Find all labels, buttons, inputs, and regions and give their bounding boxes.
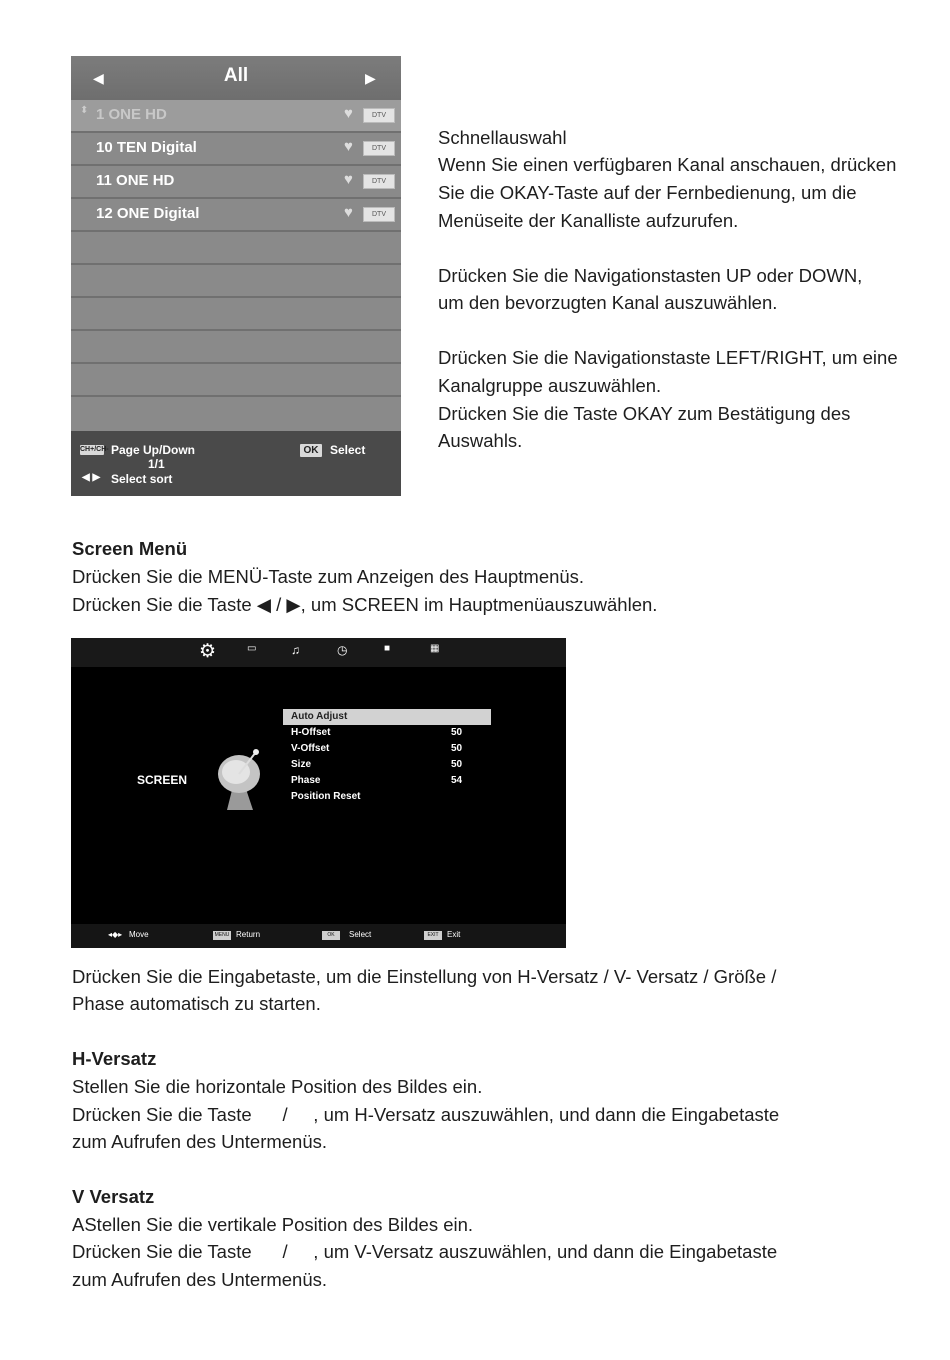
menu-item-phase[interactable]: Phase 54 [291, 775, 463, 786]
right-arrow-icon: ▶ [365, 70, 376, 86]
channel-name: 1 ONE HD [96, 106, 167, 123]
grid-icon: ▦ [430, 643, 440, 654]
dtv-badge: DTV [363, 174, 395, 189]
paragraph-line: Sie die OKAY-Taste auf der Fernbedienung, um die [438, 182, 857, 203]
channel-name: 11 ONE HD [96, 172, 175, 189]
menu-icon-bar [71, 638, 566, 667]
phase-value: 54 [451, 775, 463, 786]
exit-label: Exit [447, 930, 461, 939]
screen-menu-heading: Screen Menü [72, 538, 188, 559]
select-sort-label: Select sort [111, 472, 173, 486]
paragraph-line: Drücken Sie die Taste / , um H-Versatz auszuwählen, und dann die Eingabetaste [72, 1104, 780, 1125]
gear-icon: ⚙ [199, 641, 217, 662]
select-label: Select [349, 930, 372, 939]
paragraph-line: zum Aufrufen des Untermenüs. [72, 1269, 328, 1290]
h-offset-heading: H-Versatz [72, 1048, 157, 1069]
menu-bottom-bar [71, 924, 566, 948]
size-value: 50 [451, 759, 463, 770]
paragraph-line: Drücken Sie die Navigationstaste LEFT/RIGHT, um eine [438, 347, 898, 368]
menu-item-size[interactable]: Size 50 [291, 759, 463, 770]
menu-item-h-offset[interactable]: H-Offset 50 [291, 727, 463, 738]
select-label: Select [330, 443, 366, 457]
page-updown-label: Page Up/Down [111, 443, 196, 457]
paragraph-line: um den bevorzugten Kanal auszuwählen. [438, 292, 778, 313]
channel-name: 10 TEN Digital [96, 139, 197, 156]
paragraph-line: Drücken Sie die Navigationstasten UP oder DOWN, [438, 265, 863, 286]
paragraph-line: AStellen Sie die vertikale Position des Bildes ein. [72, 1214, 474, 1235]
channel-row [71, 199, 401, 232]
left-arrow-icon: ◀ [93, 70, 104, 86]
channel-row [71, 100, 401, 133]
v-offset-heading: V Versatz [72, 1186, 155, 1207]
paragraph-line: Drücken Sie die Taste / , um V-Versatz auszuwählen, und dann die Eingabetaste [72, 1241, 778, 1262]
dtv-badge: DTV [363, 141, 395, 156]
paragraph-line: Phase automatisch zu starten. [72, 993, 321, 1014]
ok-key-icon: OK [300, 444, 322, 457]
empty-row [71, 364, 401, 397]
satellite-dish-icon [209, 746, 269, 812]
screen-label: SCREEN [137, 773, 188, 787]
exit-key-icon: EXIT [424, 931, 442, 940]
ch-key-icon: CH+/CH- [80, 446, 109, 453]
paragraph-line: Wenn Sie einen verfügbaren Kanal anschauen, drücken [438, 154, 897, 175]
heart-icon: ♥ [344, 138, 353, 155]
dtv-badge: DTV [363, 108, 395, 123]
paragraph-line: Drücken Sie die Eingabetaste, um die Einstellung von H-Versatz / V- Versatz / Größe / [72, 966, 777, 987]
dtv-badge: DTV [363, 207, 395, 222]
paragraph-line: Menüseite der Kanalliste aufzurufen. [438, 210, 739, 231]
screen-menu-screenshot [71, 638, 566, 948]
page-count: 1/1 [148, 457, 165, 471]
empty-row [71, 331, 401, 364]
lock-icon: ■ [384, 643, 391, 654]
clock-icon: ◷ [337, 643, 348, 657]
paragraph-line: Kanalgruppe auszuwählen. [438, 375, 662, 396]
paragraph-line: Drücken Sie die MENÜ-Taste zum Anzeigen des Hauptmenüs. [72, 566, 585, 587]
paragraph-line: zum Aufrufen des Untermenüs. [72, 1131, 328, 1152]
empty-row [71, 397, 401, 429]
empty-row [71, 232, 401, 265]
music-icon: ♫ [291, 643, 300, 657]
move-label: Move [129, 930, 149, 939]
h-offset-value: 50 [451, 727, 463, 738]
updown-icon: ⬍ [80, 105, 89, 116]
channel-row [71, 133, 401, 166]
monitor-icon: ▭ [247, 643, 257, 654]
left-right-arrows-icon: ◀ ▶ [82, 472, 101, 483]
menu-key-icon: MENU [214, 932, 230, 938]
paragraph-line: Auswahls. [438, 430, 523, 451]
channel-list-footer [71, 431, 401, 496]
channel-row [71, 166, 401, 199]
ok-key-icon: OK [322, 931, 340, 940]
return-label: Return [236, 930, 261, 939]
empty-row [71, 265, 401, 298]
heart-icon: ♥ [344, 171, 353, 188]
channel-group-title: All [223, 65, 249, 86]
menu-item-auto-adjust[interactable]: Auto Adjust [283, 709, 491, 725]
paragraph-line: Stellen Sie die horizontale Position des Bildes ein. [72, 1076, 483, 1097]
channel-list-screenshot [71, 56, 401, 496]
menu-item-v-offset[interactable]: V-Offset 50 [291, 743, 463, 754]
move-icon: ◂◆▸ [108, 930, 123, 939]
channel-name: 12 ONE Digital [96, 205, 200, 222]
menu-item-position-reset[interactable]: Position Reset [291, 791, 361, 802]
quick-select-heading: Schnellauswahl [438, 127, 567, 148]
heart-icon: ♥ [344, 105, 353, 122]
paragraph-line: Drücken Sie die Taste ◀ / ▶, um SCREEN im Hauptmenüauszuwählen. [72, 594, 658, 615]
empty-row [71, 298, 401, 331]
channel-list-header [71, 56, 401, 100]
v-offset-value: 50 [451, 743, 463, 754]
paragraph-line: Drücken Sie die Taste OKAY zum Bestätigung des [438, 403, 851, 424]
heart-icon: ♥ [344, 204, 353, 221]
